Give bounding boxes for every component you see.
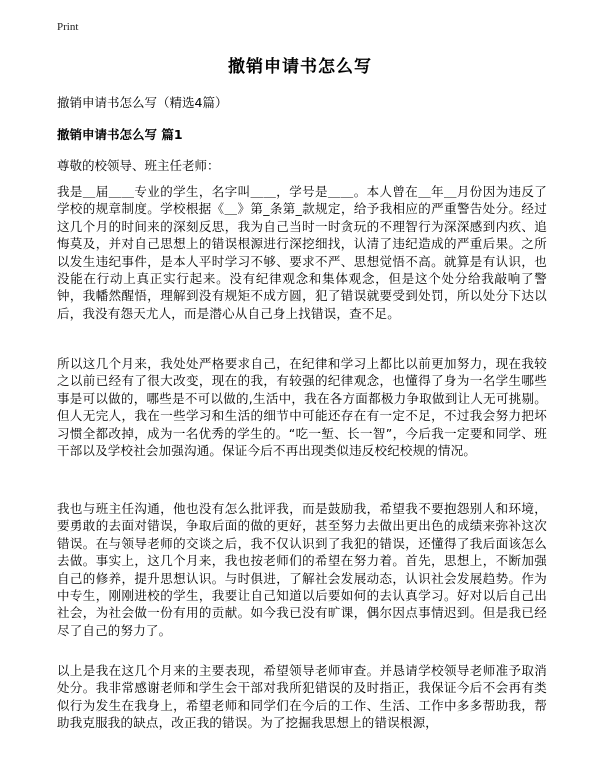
- document-subtitle: 撤销申请书怎么写（精选4篇）: [57, 95, 228, 110]
- section-heading: 撤销申请书怎么写 篇1: [57, 127, 183, 142]
- body-paragraph-4: 以上是我在这几个月来的主要表现，希望领导老师审查。并恳请学校领导老师准予取消处分。我非常感谢老师和学生会干部对我所犯错误的及时指正，我保证今后不会再有类似行为发生在我身上，希望老师和同学们在今后的工作、生活、工作中多多帮助我，帮助我克服我的缺点，改正我的错误。为了挖掘我思想上的错误根源，: [57, 663, 547, 731]
- print-link[interactable]: Print: [57, 21, 79, 33]
- body-paragraph-3: 我也与班主任沟通，他也没有怎么批评我，而是鼓励我，希望我不要抱怨别人和环境，要勇敢的去面对错误，争取后面的做的更好，甚至努力去做出更出色的成绩来弥补这次错误。在与领导老师的交谈之后，我不仅认识到了我犯的错误，还懂得了我后面该怎么去做。事实上，这几个月来，我也按老师们的希望在努力着。首先，思想上，不断加强自己的修养，提升思想认识。与时俱进，了解社会发展动态，认识社会发展趋势。作为中专生，刚刚进校的学生，我要让自己知道以后要如何的去认真学习。好对以后自己出社会，为社会做一份有用的贡献。如今我已没有旷课，偶尔因点事情迟到。但是我已经尽了自己的努力了。: [57, 501, 547, 638]
- body-paragraph-2: 所以这几个月来，我处处严格要求自己，在纪律和学习上都比以前更加努力，现在我较之以前已经有了很大改变，现在的我，有较强的纪律观念，也懂得了身为一名学生哪些事是可以做的，哪些是不可以做的,生活中，我在各方面都极力争取做到让人无可挑剔。但人无完人，我在一些学习和生活的细节中可能还存在有一定不足，不过我会努力把坏习惯全都改掉，成为一名优秀的学生的。“吃一堑、长一智”，今后我一定要和同学、班干部以及学校社会加强沟通。保证今后不再出现类似违反校纪校规的情况。: [57, 356, 547, 459]
- page-title: 撤销申请书怎么写: [228, 57, 372, 77]
- greeting-line: 尊敬的校领导、班主任老师：: [57, 158, 220, 173]
- body-paragraph-1: 我是＿届＿＿专业的学生，名字叫＿＿，学号是＿＿。本人曾在＿年＿月份因为违反了学校的规章制度。学校根据《＿》第_条第_款规定，给予我相应的严重警告处分。经过这几个月的时间来的深刻反思，我为自己当时一时贪玩的不理智行为深深感到内疚、追悔莫及，并对自己思想上的错误根源进行深挖细找，认清了违纪造成的严重后果。之所以发生违纪事件，是本人平时学习不够、要求不严、思想觉悟不高。就算是有认识，也没能在行动上真正实行起来。没有纪律观念和集体观念，但是这个处分给我敲响了警钟，我幡然醒悟，理解到没有规矩不成方圆，犯了错误就要受到处罚，所以处分下达以后，我没有怨天尤人，而是潜心从自己身上找错误，查不足。: [57, 184, 547, 321]
